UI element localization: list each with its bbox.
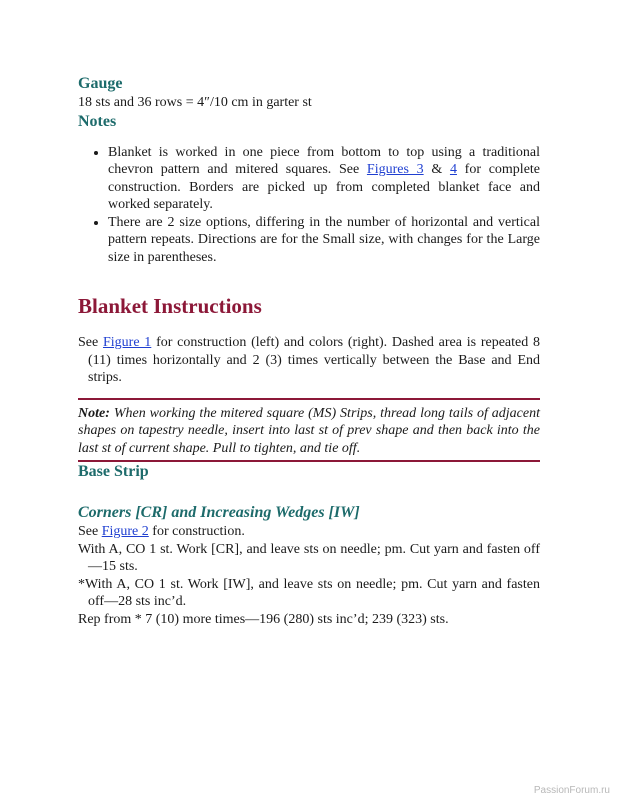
base-strip-heading: Base Strip xyxy=(78,463,149,480)
notes-item-1 xyxy=(108,144,540,214)
see-post: for construction. xyxy=(148,524,245,539)
note-text xyxy=(78,405,540,458)
gauge-text: 18 sts and 36 rows = 4″/10 cm in garter st xyxy=(78,95,312,110)
figure-1-link[interactable]: Figure 1 xyxy=(102,335,152,350)
notes-list xyxy=(78,144,540,267)
blanket-instructions-heading: Blanket Instructions xyxy=(78,294,262,318)
figures-3-link[interactable]: Figures 3 xyxy=(366,162,424,177)
document-page xyxy=(78,74,540,628)
instruction-line-3: Rep from * 7 (10) more times—196 (280) sts inc’d; 239 (323) sts. xyxy=(78,611,449,627)
see-figure-2-line xyxy=(78,523,540,541)
figure-2-link[interactable]: Figure 2 xyxy=(101,524,149,539)
bi-pre: See xyxy=(78,335,103,350)
gauge-heading: Gauge xyxy=(78,75,123,92)
notes-item-2: • There are 2 size options, differing in the number of horizontal and vertical pattern repeats. Directions are for the Small size, with changes for the Large size in parentheses. xyxy=(108,214,540,267)
notes-item-1-text: Blanket is worked in one piece from bottom to top using a traditional chevron pattern and mitered squares. See xyxy=(108,144,540,177)
instruction-line-1: With A, CO 1 st. Work [CR], and leave sts on needle; pm. Cut yarn and fasten off—15 sts. xyxy=(78,541,540,574)
notes-item-1-mid: & xyxy=(423,162,450,177)
see-pre: See xyxy=(78,524,102,539)
blanket-instructions-text xyxy=(78,334,540,387)
notes-heading: Notes xyxy=(78,112,117,130)
corners-subheading: Corners [CR] and Increasing Wedges [IW] xyxy=(78,504,360,521)
notes-item-1-post: for complete construction. Borders are picked up from completed blanket face and worked separately. xyxy=(108,162,541,212)
bi-post: for construction (left) and colors (right). Dashed area is repeated 8 (11) times horizontally and 2 (3) times vertically between the Base and End strips. xyxy=(88,335,540,385)
instruction-line-2: *With A, CO 1 st. Work [IW], and leave sts on needle; pm. Cut yarn and fasten off—28 sts inc’d. xyxy=(78,576,540,609)
note-label: Note: xyxy=(78,405,110,421)
figure-4-link[interactable]: 4 xyxy=(449,162,457,177)
note-body: When working the mitered square (MS) Strips, thread long tails of adjacent shapes on tapestry needle, insert into last st of prev shape and then back into the last st of current shape. Pull to tighten, and tie off. xyxy=(78,405,540,456)
watermark: PassionForum.ru xyxy=(533,785,610,796)
note-box xyxy=(78,398,540,463)
